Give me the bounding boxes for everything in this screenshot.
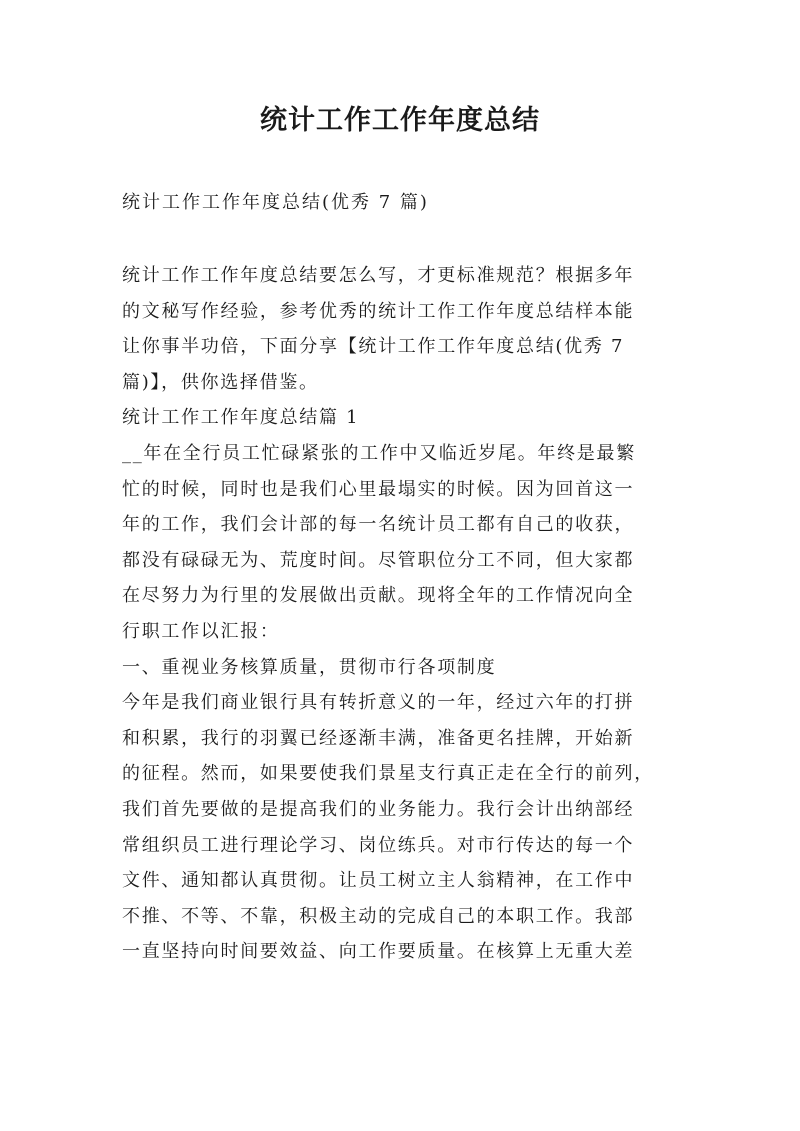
body-line: 统计工作工作年度总结要怎么写，才更标准规范？根据多年 [122, 265, 635, 286]
body-line: 常组织员工进行理论学习、岗位练兵。对市行传达的每一个 [122, 834, 635, 856]
body-line: 一直坚持向时间要效益、向工作要质量。在核算上无重大差 [122, 941, 635, 963]
section-heading: 一、重视业务核算质量，贯彻市行各项制度 [122, 656, 497, 678]
body-line: 和积累，我行的羽翼已经逐渐丰满，准备更名挂牌，开始新 [122, 727, 635, 749]
document-title: 统计工作工作年度总结 [260, 105, 540, 136]
body-line: 篇)】，供你选择借鉴。 [122, 371, 319, 393]
body-line: 让你事半功倍，下面分享【统计工作工作年度总结(优秀 7 [122, 336, 625, 358]
section-heading: 统计工作工作年度总结篇 1 [122, 407, 360, 429]
document-subtitle: 统计工作工作年度总结(优秀 7 篇) [122, 192, 429, 213]
body-line: 的征程。然而，如果要使我们景星支行真正走在全行的前列， [122, 763, 654, 785]
body-line: __年在全行员工忙碌紧张的工作中又临近岁尾。年终是最繁 [122, 442, 636, 464]
body-line: 文件、通知都认真贯彻。让员工树立主人翁精神，在工作中 [122, 870, 635, 892]
body-line: 都没有碌碌无为、荒度时间。尽管职位分工不同，但大家都 [122, 549, 635, 571]
body-line: 忙的时候，同时也是我们心里最塌实的时候。因为回首这一 [122, 478, 635, 500]
body-line: 我们首先要做的是提高我们的业务能力。我行会计出纳部经 [122, 798, 635, 820]
body-line: 在尽努力为行里的发展做出贡献。现将全年的工作情况向全 [122, 585, 635, 607]
document-body [122, 258, 692, 970]
body-line: 行职工作以汇报： [122, 620, 280, 642]
body-line: 的文秘写作经验，参考优秀的统计工作工作年度总结样本能 [122, 300, 635, 322]
body-line: 今年是我们商业银行具有转折意义的一年，经过六年的打拼 [122, 692, 635, 714]
body-line: 不推、不等、不靠，积极主动的完成自己的本职工作。我部 [122, 905, 635, 927]
body-line: 年的工作，我们会计部的每一名统计员工都有自己的收获， [122, 514, 635, 536]
